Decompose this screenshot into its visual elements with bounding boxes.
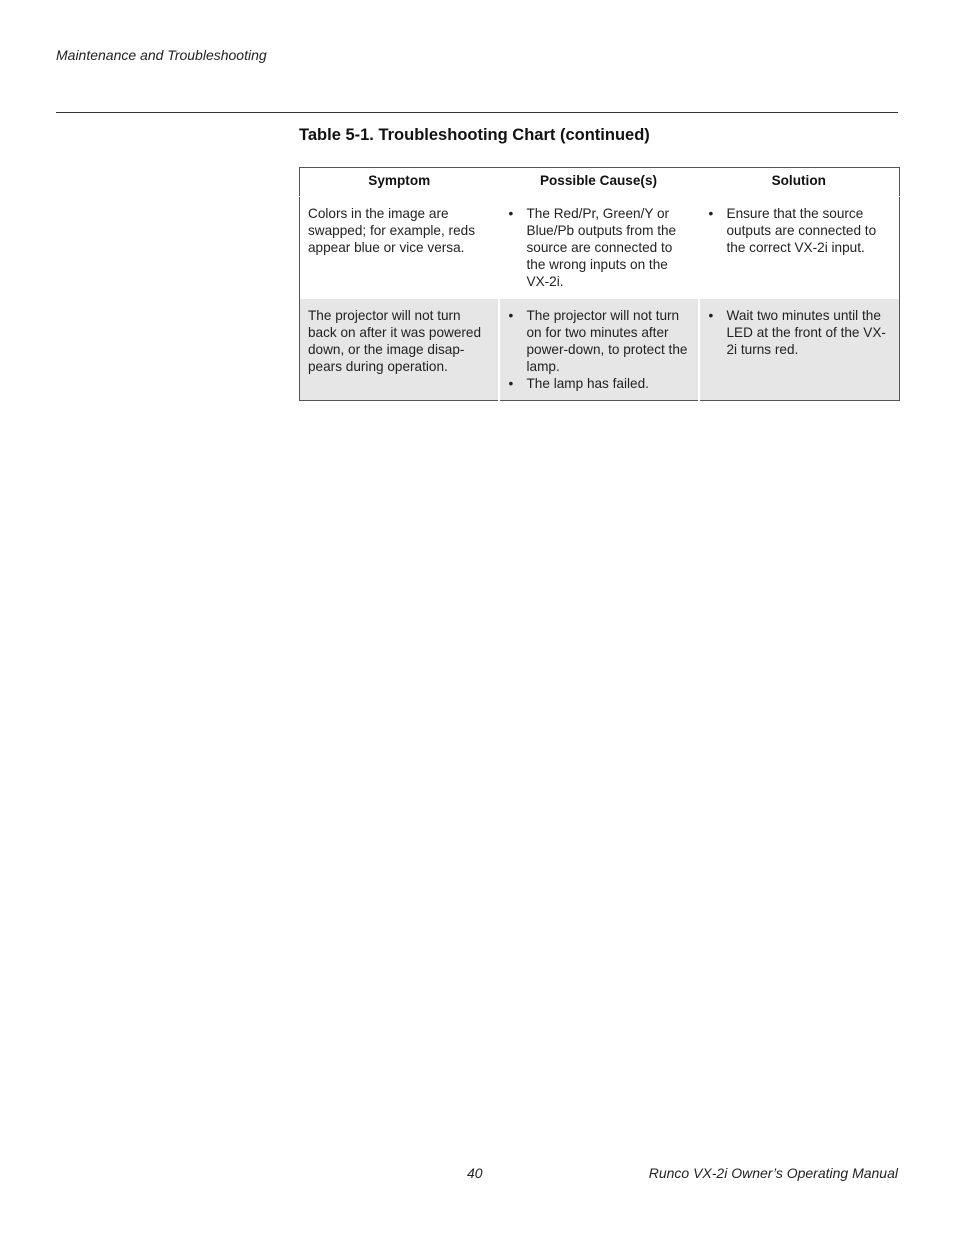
table-title: Table 5-1. Troubleshooting Chart (continued) xyxy=(299,126,650,144)
solution-item: • Wait two minutes until the LED at the front of the VX-2i turns red. xyxy=(708,307,892,358)
manual-title: Runco VX-2i Owner’s Operating Manual xyxy=(648,1165,898,1181)
symptom-cell: The projector will not turn back on after it was powered down, or the image disap-pears during operation. xyxy=(300,299,499,401)
column-header-symptom: Symptom xyxy=(300,168,499,197)
causes-list xyxy=(508,307,690,392)
cause-item: • The lamp has failed. xyxy=(508,375,690,392)
table-header-row xyxy=(300,168,900,197)
causes-cell xyxy=(499,197,699,300)
page-number: 40 xyxy=(467,1165,483,1181)
cause-item: • The Red/Pr, Green/Y or Blue/Pb outputs from the source are connected to the wrong inputs on the VX-2i. xyxy=(508,205,690,290)
header-rule xyxy=(56,112,898,113)
column-header-solution: Solution xyxy=(699,168,900,197)
symptom-cell: Colors in the image are swapped; for example, reds appear blue or vice versa. xyxy=(300,197,499,300)
solution-cell xyxy=(699,197,900,300)
column-header-causes: Possible Cause(s) xyxy=(499,168,699,197)
solutions-list xyxy=(708,205,892,256)
solutions-list xyxy=(708,307,892,358)
cause-item: • The projector will not turn on for two minutes after power-down, to protect the lamp. xyxy=(508,307,690,375)
table-row xyxy=(300,197,900,300)
table-row xyxy=(300,299,900,401)
solution-cell xyxy=(699,299,900,401)
causes-cell xyxy=(499,299,699,401)
causes-list xyxy=(508,205,690,290)
solution-item: • Ensure that the source outputs are connected to the correct VX-2i input. xyxy=(708,205,892,256)
running-header: Maintenance and Troubleshooting xyxy=(56,47,267,63)
troubleshooting-table xyxy=(299,167,900,401)
